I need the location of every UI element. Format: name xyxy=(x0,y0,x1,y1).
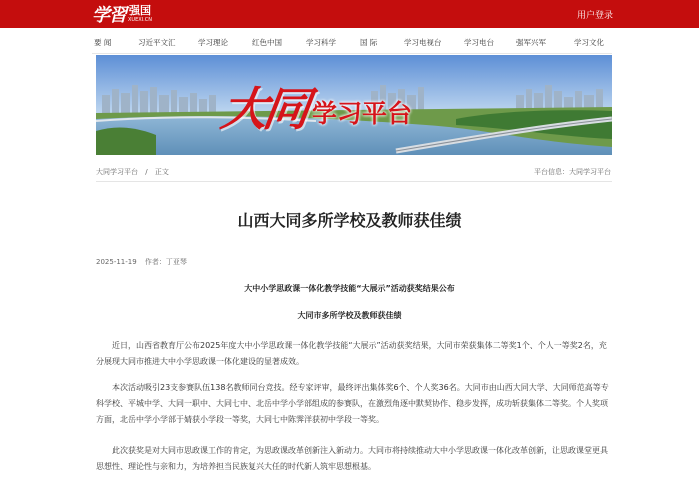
nav-item-tv[interactable]: 学习电视台 xyxy=(404,38,442,47)
datong-banner xyxy=(96,55,612,155)
breadcrumb-separator: / xyxy=(145,168,148,176)
nav-item-culture[interactable]: 学习文化 xyxy=(574,38,604,47)
article-author: 作者：丁亚琴 xyxy=(144,258,187,266)
nav-item-red-china[interactable]: 红色中国 xyxy=(252,38,282,47)
banner-title-platform: 学习平台 xyxy=(312,99,413,128)
logo-box xyxy=(128,5,152,23)
breadcrumb-home-link[interactable]: 大同学习平台 xyxy=(96,168,138,176)
nav-item-science[interactable]: 学习科学 xyxy=(306,38,336,47)
article-paragraph-3: 此次获奖是对大同市思政课工作的肯定，为思政课改革创新注入新动力。大同市将持续推动大中小学思政课一体化改革创新，让思政课堂更具思想性、理论性与亲和力，为培养担当民族复兴大任的时代新人筑牢思想根基。 xyxy=(96,446,608,471)
nav-item-theory[interactable]: 学习理论 xyxy=(198,38,228,47)
nav-item-xi-writings[interactable]: 习近平文汇 xyxy=(138,38,176,47)
article-subhead-2: 大同市多所学校及教师获佳绩 xyxy=(297,311,402,320)
logo-sub-text: XUEXI.CN xyxy=(128,17,152,23)
breadcrumb-divider xyxy=(96,181,612,182)
nav-item-international[interactable]: 国 际 xyxy=(360,38,378,47)
user-login-link[interactable]: 用户登录 xyxy=(576,11,613,21)
article-paragraph-1: 近日，山西省教育厅公布2025年度大中小学思政课一体化教学技能“大展示”活动获奖结果，大同市荣获集体二等奖1个、个人一等奖2名，充分展现大同市推进大中小学思政课一体化建设的显著成效。 xyxy=(96,341,607,366)
nav-item-radio[interactable]: 学习电台 xyxy=(464,38,494,47)
banner-title-datong: 大同 xyxy=(217,82,310,136)
article-title: 山西大同多所学校及教师获佳绩 xyxy=(237,211,462,230)
article-date: 2025-11-19 xyxy=(96,258,137,266)
main-nav xyxy=(92,28,612,54)
nav-item-military[interactable]: 强军兴军 xyxy=(516,38,546,47)
breadcrumb xyxy=(96,167,169,177)
article-paragraph-2: 本次活动吸引23支参赛队伍138名教师同台竞技。经专家评审，最终评出集体奖6个、个人奖36名。大同市由山西大同大学、大同师范高等专科学校、平城中学、大同一职中、大同七中、北岳中学小学部组成的参赛队，在激烈角逐中默契协作、稳步发挥，成功斩获集体二等奖。个人奖项方面，北岳中学小学部于婧获小学段一等奖，大同七中陈霁洋获初中学段一等奖。 xyxy=(96,383,609,424)
article-subhead-1: 大中小学思政课一体化教学技能“大展示”活动获奖结果公布 xyxy=(244,284,455,293)
nav-item-news[interactable]: 要 闻 xyxy=(94,38,112,47)
banner-title xyxy=(217,73,413,139)
article-meta xyxy=(96,257,193,267)
top-bar xyxy=(0,0,699,28)
xuexi-logo[interactable] xyxy=(92,3,152,25)
platform-info: 平台信息：大同学习平台 xyxy=(534,168,611,176)
breadcrumb-current: 正文 xyxy=(154,168,169,176)
logo-script-text: 学習 xyxy=(92,5,126,26)
logo-main-text: 强国 xyxy=(128,4,151,17)
